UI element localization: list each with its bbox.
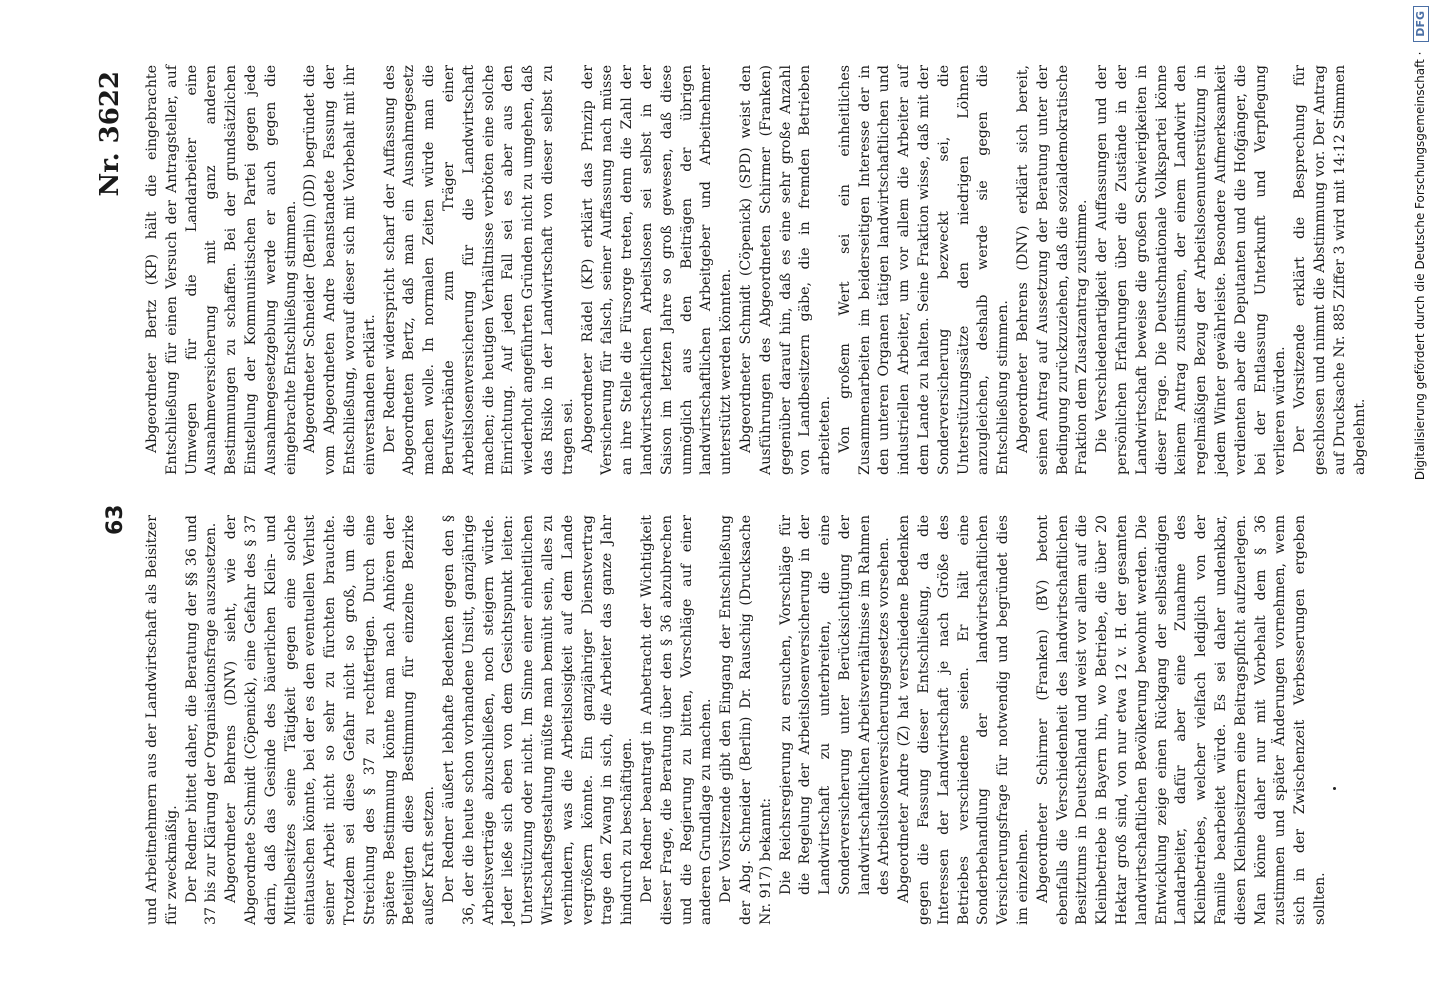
scan-speck: [1333, 787, 1336, 790]
paragraph: Der Redner bittet daher, die Beratung der §§ 36 und 37 bis zur Klärung der Organisationsfrage auszusetzen.: [183, 515, 220, 925]
paragraph: und Arbeitnehmern aus der Landwirtschaft als Beisitzer für zweckmäßig.: [144, 515, 180, 925]
paragraph: Abgeordneter Schneider (Berlin) (DD) begründet die vom Abgeordneten Andre beanstandete Fassung der Entschließung, worauf dieser sich mit Vorbehalt mit ihr einverstanden erklärt.: [302, 65, 378, 475]
paragraph: Der Redner beantragt in Anbetracht der Wichtigkeit dieser Frage, die Beratung über den § 36 abzubrechen und die Regierung zu bitten, Vorschläge auf einer anderen Grundlage zu machen.: [638, 515, 715, 925]
dfg-logo: DFG: [1413, 6, 1429, 42]
text-columns: [143, 65, 1368, 925]
left-column: [143, 515, 1329, 925]
paragraph: Der Redner äußert lebhafte Bedenken gegen den § 36, der die heute schon vorhandene Unsitt, ganzjährige Arbeitsverträge abzuschließen, noch steigern würde. Jeder ließe sich eben von dem Gesichtspunkt leiten: Unterstützung oder nicht. Im Sinne einer einheitlichen Wirtschaftsgestaltung müßte man bemüht sein, alles zu verhindern, was die Arbeitslosigkeit auf dem Lande vergrößern könnte. Ein ganzjähriger Dienstvertrag trage den Zwang in sich, die Arbeiter das ganze Jahr hindurch zu beschäftigen.: [440, 515, 636, 925]
paragraph: Abgeordneter Schmidt (Cöpenick) (SPD) weist den Ausführungen des Abgeordneten Schirmer (Franken) gegenüber darauf hin, daß es eine sehr große Anzahl von Landbesitzern gäbe, die in fremden Betrieben arbeiteten.: [737, 65, 834, 475]
quoted-resolution: Die Reichsregierung zu ersuchen, Vorschläge für die Regelung der Arbeitslosenversicherung in der Landwirtschaft zu unterbreiten, die eine Sonderversicherung unter Berücksichtigung der landwirtschaftlichen Arbeitsverhältnisse im Rahmen des Arbeitslosenversicherungsgesetzes vorsehen.: [777, 515, 893, 895]
paragraph: Abgeordneter Behrens (DNV) sieht, wie der Abgeordnete Schmidt (Cöpenick), eine Gefahr des § 37 darin, daß das Gesinde des bäuerlichen Klein- und Mittelbesitzes seine Tätigkeit gegen eine solche eintauschen könnte, bei der es den eventuellen Verlust seiner Arbeit nicht so sehr zu fürchten brauchte. Trotzdem sei diese Gefahr nicht so groß, um die Streichung des § 37 zu rechtfertigen. Durch eine spätere Bestimmung könnte man nach Anhören der Beteiligten diese Bestimmung für einzelne Bezirke außer Kraft setzen.: [223, 515, 438, 925]
paragraph: Der Vorsitzende gibt den Eingang der Entschließung der Abg. Schneider (Berlin) Dr. Rauschig (Drucksache Nr. 917) bekannt:: [718, 515, 774, 925]
paragraph: Abgeordneter Behrens (DNV) erklärt sich bereit, seinen Antrag auf Aussetzung der Beratung unter der Bedingung zurückzuziehen, daß die sozialdemokratische Fraktion dem Zusatzantrag zustimme.: [1015, 65, 1091, 475]
paragraph: Abgeordneter Schirmer (Franken) (BV) betont ebenfalls die Verschiedenheit des landwirtschaftlichen Besitztums in Deutschland und weist vor allem auf die Kleinbetriebe in Bayern hin, wo Betriebe, die über 20 Hektar groß sind, von nur etwa 12 v. H. der gesamten landwirtschaftlichen Bevölkerung bewohnt werden. Die Entwicklung zeige einen Rückgang der selbständigen Landarbeiter, dafür aber eine Zunahme des Kleinbetriebes, welcher vielfach lediglich von der Familie bearbeitet würde. Es sei daher undenkbar, diesen Kleinbesitzern eine Beitragspflicht aufzuerlegen. Man könne daher nur mit Vorbehalt dem § 36 zustimmen und später Änderungen vornehmen, wenn sich in der Zwischenzeit Verbesserungen ergeben sollten.: [1034, 515, 1329, 925]
paragraph: Abgeordneter Bertz (KP) hält die eingebrachte Entschließung für einen Versuch der Antragsteller, auf Umwegen für die Landarbeiter eine Ausnahmeversicherung mit ganz anderen Bestimmungen zu schaffen. Bei der grundsätzlichen Einstellung der Kommunistischen Partei gegen jede Ausnahmegesetzgebung werde er auch gegen die eingebrachte Entschließung stimmen.: [144, 65, 299, 475]
running-head: [95, 65, 135, 925]
print-number: Nr. 3622: [95, 71, 125, 197]
separator-dot: ·: [1413, 47, 1427, 60]
right-column: [143, 65, 1368, 475]
credit-line: Digitalisierung gefördert durch die Deutsche Forschungsgemeinschaft: [1413, 59, 1427, 481]
rotated-page: [95, 65, 1368, 925]
paragraph: Abgeordneter Rädel (KP) erklärt das Prinzip der Versicherung für falsch, seiner Auffassung nach müsse an ihre Stelle die Fürsorge treten, denn die Zahl der landwirtschaftlichen Arbeitslosen sei selbst in der Saison im letzten Jahre so groß gewesen, daß diese unmöglich aus den Beiträgen der übrigen landwirtschaftlichen Arbeitgeber und Arbeitnehmer unterstützt werden könnten.: [579, 65, 735, 475]
paragraph: Der Vorsitzende erklärt die Besprechung für geschlossen und nimmt die Abstimmung vor. Der Antrag auf Drucksache Nr. 885 Ziffer 3 wird mit 14:12 Stimmen abgelehnt.: [1292, 65, 1368, 475]
paragraph: Abgeordneter Andre (Z) hat verschiedene Bedenken gegen die Fassung dieser Entschließung, da die Interessen der Landwirtschaft je nach Größe des Betriebes verschiedene seien. Er hält eine Sonderbehandlung der landwirtschaftlichen Versicherungsfrage für notwendig und begründet dies im einzelnen.: [896, 515, 1032, 925]
dfg-credit-sidebar: [1408, 6, 1432, 996]
page-number: 63: [103, 504, 128, 535]
paragraph: Von großem Wert sei ein einheitliches Zusammenarbeiten im beiderseitigen Interesse der in den unteren Organen tätigen landwirtschaftlichen und industriellen Arbeiter, um vor allem die Arbeiter auf dem Lande zu halten. Seine Fraktion wisse, daß mit der Sonderversicherung bezweckt sei, die Unterstützungssätze den niedrigen Löhnen anzugleichen, deshalb werde sie gegen die Entschließung stimmen.: [836, 65, 1012, 475]
dfg-credit-text: [1408, 6, 1432, 996]
paragraph: Der Redner widerspricht scharf der Auffassung des Abgeordneten Bertz, daß man ein Ausnahmegesetz machen wolle. In normalen Zeiten würde man die Berufsverbände zum Träger einer Arbeitslosenversicherung für die Landwirtschaft machen; die heutigen Verhältnisse verböten eine solche Einrichtung. Auf jeden Fall sei es aber aus den wiederholt angeführten Gründen nicht zu umgehen, daß das Risiko in der Landwirtschaft von dieser selbst zu tragen sei.: [381, 65, 576, 475]
paragraph: Die Verschiedenartigkeit der Auffassungen und der persönlichen Erfahrungen über die Zustände in der Landwirtschaft beweise die großen Schwierigkeiten in dieser Frage. Die Deutschnationale Volkspartei könne keinem Antrag zustimmen, der einem Landwirt den regelmäßigen Bezug der Arbeitslosenunterstützung in jedem Winter gewährleiste. Besondere Aufmerksamkeit verdienten aber die Deputanten und die Hofgänger, die bei der Entlassung Unterkunft und Verpflegung verlieren würden.: [1094, 65, 1289, 475]
